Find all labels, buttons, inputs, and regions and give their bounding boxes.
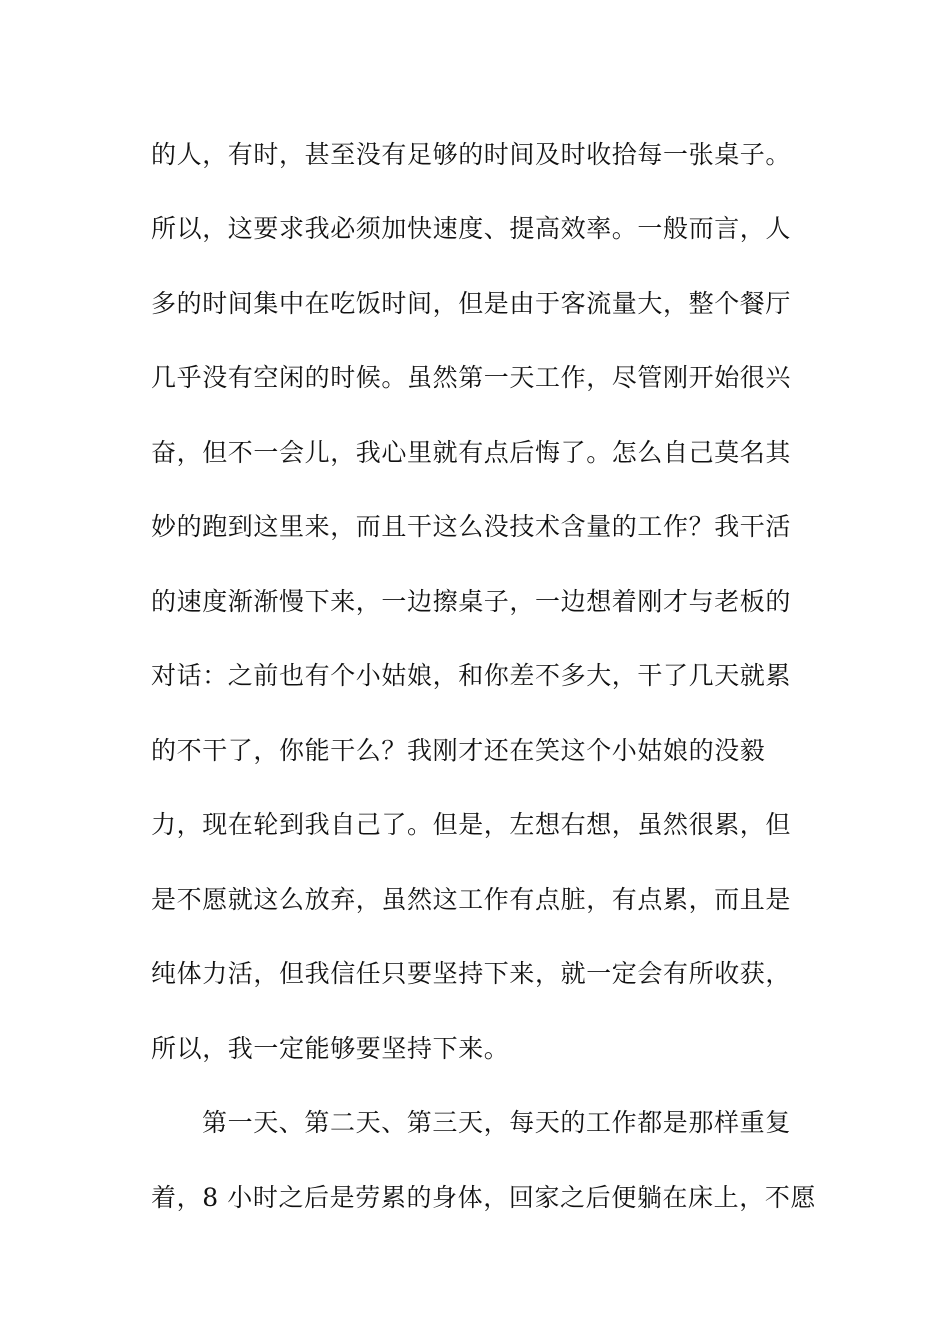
text-line: 所以，这要求我必须加快速度、提高效率。一般而言，人 bbox=[151, 214, 792, 243]
text-line: 纯体力活，但我信任只要坚持下来，就一定会有所收获， bbox=[151, 959, 792, 988]
text-line: 是不愿就这么放弃，虽然这工作有点脏，有点累，而且是 bbox=[151, 885, 792, 914]
text-line: 所以，我一定能够要坚持下来。 bbox=[151, 1034, 510, 1063]
text-line: 多的时间集中在吃饭时间，但是由于客流量大，整个餐厅 bbox=[151, 289, 792, 318]
text-line: 奋，但不一会儿，我心里就有点后悔了。怎么自己莫名其 bbox=[151, 438, 792, 467]
text-line: 对话：之前也有个小姑娘，和你差不多大，干了几天就累 bbox=[151, 661, 792, 690]
text-line: 的不干了，你能干么？我刚才还在笑这个小姑娘的没毅 bbox=[151, 736, 766, 765]
text-line: 的人，有时，甚至没有足够的时间及时收拾每一张桌子。 bbox=[151, 140, 792, 169]
text-line: 第一天、第二天、第三天，每天的工作都是那样重复 bbox=[202, 1108, 791, 1137]
text-line: 的速度渐渐慢下来，一边擦桌子，一边想着刚才与老板的 bbox=[151, 587, 792, 616]
text-line: 着，8 小时之后是劳累的身体，回家之后便躺在床上，不愿 bbox=[151, 1183, 817, 1212]
text-line: 几乎没有空闲的时候。虽然第一天工作，尽管刚开始很兴 bbox=[151, 363, 792, 392]
text-line: 力，现在轮到我自己了。但是，左想右想，虽然很累，但 bbox=[151, 810, 792, 839]
text-line: 妙的跑到这里来，而且干这么没技术含量的工作？我干活 bbox=[151, 512, 792, 541]
